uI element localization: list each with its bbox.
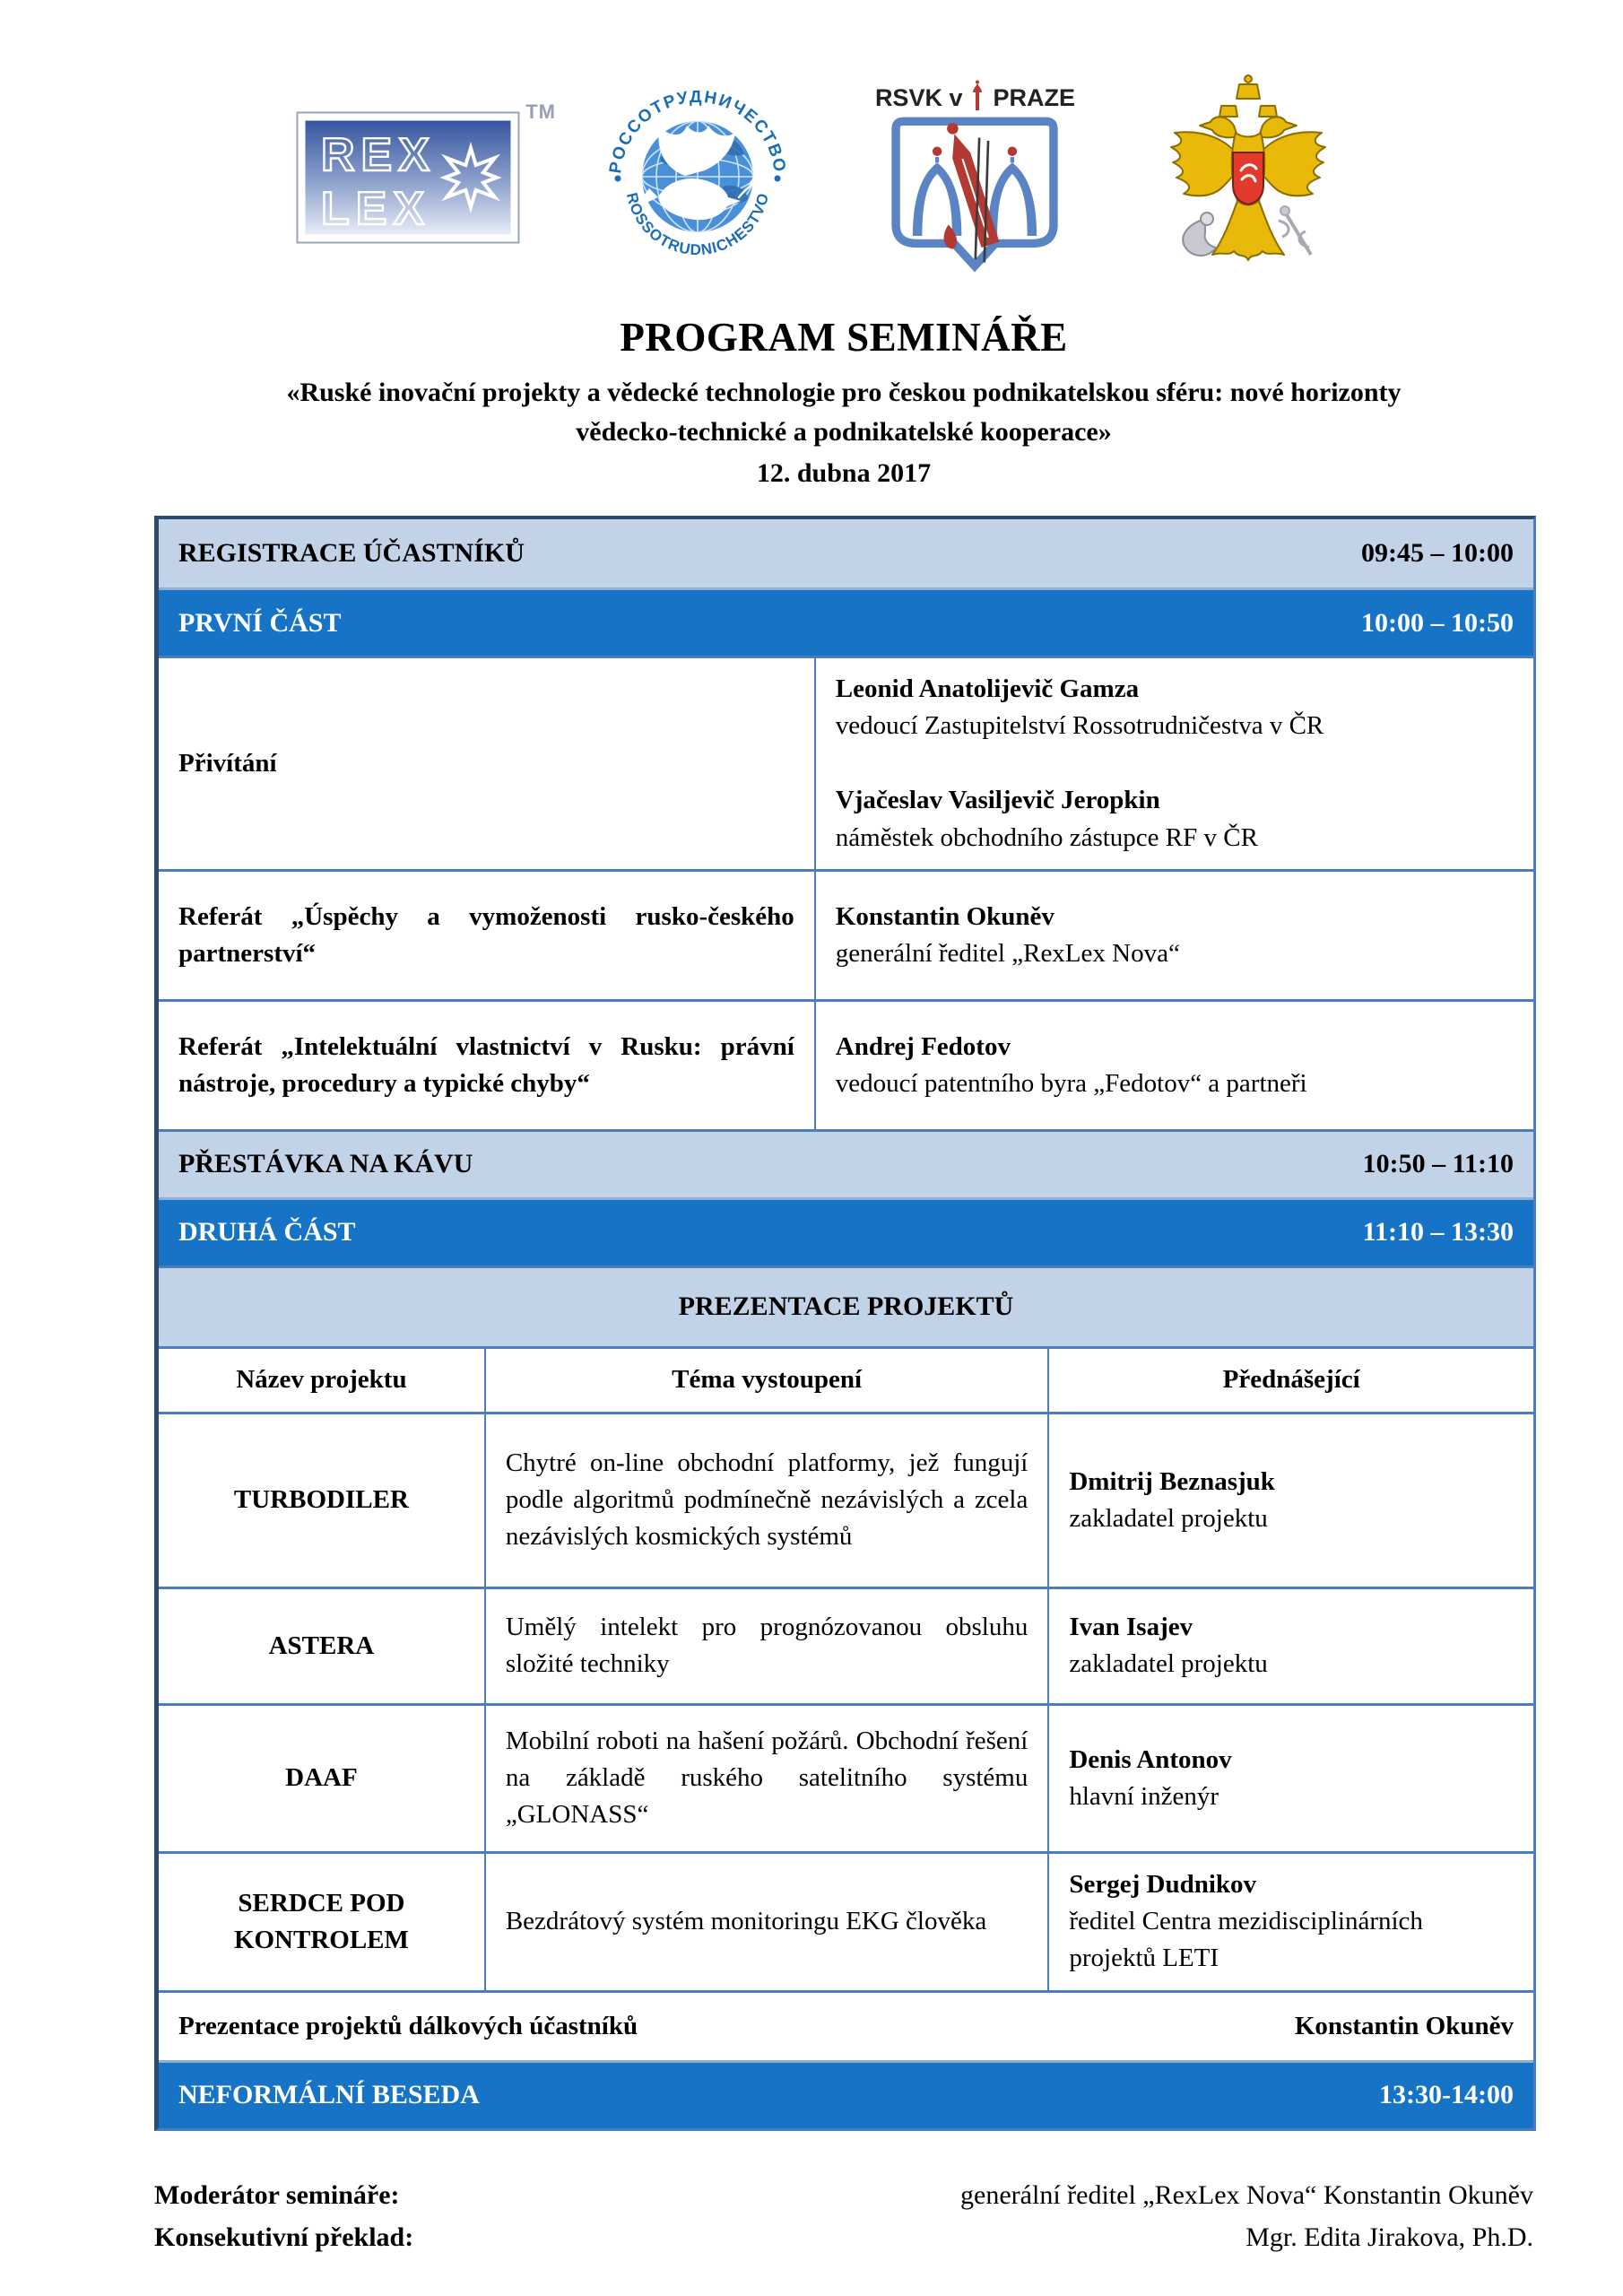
title-block [154, 314, 1533, 489]
project-speaker-cell [1049, 1854, 1533, 1990]
speaker-role: zakladatel projektu [1069, 1649, 1268, 1679]
translation-label: Konsekutivní překlad: [154, 2222, 414, 2253]
logo-row [296, 65, 1338, 291]
arc-separator-dot-right [774, 176, 780, 182]
report1-speaker-cell [816, 872, 1533, 999]
project-speaker-cell [1049, 1706, 1533, 1851]
column-header-speaker: Přednášející [1222, 1365, 1360, 1395]
speaker-name: Konstantin Okuněv [835, 901, 1055, 931]
part2-label: DRUHÁ ČÁST [178, 1217, 356, 1248]
project-row-turbodiler [159, 1412, 1533, 1587]
rossotrudnichestvo-arc-bottom-text: ROSSOTRUDNICHESTVO [622, 190, 773, 259]
speaker-role: vedoucí patentního byra „Fedotov“ a partneři [835, 1068, 1307, 1098]
report2-row [159, 999, 1533, 1129]
rsvk-logo [875, 80, 1075, 275]
translation-row [154, 2216, 1533, 2258]
part1-time: 10:00 – 10:50 [1361, 607, 1514, 638]
project-topic: Umělý intelekt pro prognózovanou obsluhu složité techniky [486, 1589, 1050, 1703]
cornucopia-icon [1183, 213, 1216, 256]
registration-row [159, 519, 1533, 587]
rossotrudnichestvo-arc-top-text: РОССОТРУДНИЧЕСТВО [606, 87, 789, 175]
project-name: ASTERA [159, 1589, 486, 1703]
report1-row [159, 869, 1533, 999]
speaker-name: Andrej Fedotov [835, 1031, 1011, 1061]
coffee-break-row [159, 1129, 1533, 1197]
document-footer [154, 2174, 1533, 2259]
project-topic: Bezdrátový systém monitoringu EKG člověka [486, 1854, 1050, 1990]
speaker-name: Leonid Anatolijevič Gamza [835, 674, 1140, 703]
speaker-name: Vjačeslav Vasiljevič Jeropkin [835, 786, 1160, 815]
moderator-value: generální ředitel „RexLex Nova“ Konstantin Okuněv [960, 2179, 1533, 2210]
page-title: PROGRAM SEMINÁŘE [620, 315, 1068, 360]
column-header-project: Název projektu [159, 1349, 486, 1412]
seminar-date: 12. dubna 2017 [756, 458, 932, 488]
russia-coat-of-arms-logo [1159, 70, 1338, 285]
part1-label: PRVNÍ ČÁST [178, 607, 342, 638]
coffee-break-time: 10:50 – 11:10 [1362, 1149, 1514, 1179]
spacer [836, 744, 1514, 782]
project-row-astera [159, 1587, 1533, 1703]
remote-presentations-label: Prezentace projektů dálkových účastníků [178, 2011, 638, 2040]
report2-title: Referát „Intelektuální vlastnictví v Rusku: právní nástroje, procedury a typické chyby“ [159, 1002, 816, 1129]
part2-row [159, 1197, 1533, 1265]
projects-header-row [159, 1346, 1533, 1412]
project-speaker-cell [1049, 1414, 1533, 1587]
moderator-row [154, 2174, 1533, 2216]
speaker-role: ředitel Centra mezidisciplinárních projektů LETI [1069, 1907, 1423, 1973]
coffee-break-label: PŘESTÁVKA NA KÁVU [178, 1149, 473, 1179]
rsvk-caption-right: PRAZE [993, 84, 1075, 111]
speaker-role: generální ředitel „RexLex Nova“ [835, 938, 1180, 968]
welcome-title: Přivítání [159, 658, 816, 869]
presentations-banner: PREZENTACE PROJEKTŮ [159, 1265, 1533, 1346]
registration-label: REGISTRACE ÚČASTNÍKŮ [178, 538, 525, 568]
project-name: TURBODILER [159, 1414, 486, 1587]
project-name: DAAF [159, 1706, 486, 1851]
part1-row [159, 587, 1533, 656]
informal-time: 13:30-14:00 [1379, 2080, 1514, 2110]
speaker-role: náměstek obchodního zástupce RF v ČR [835, 822, 1258, 852]
project-topic: Chytré on-line obchodní platformy, jež fungují podle algoritmů podmínečně nezávislých a zcela nezávislých kosmických systémů [486, 1414, 1050, 1587]
rsvk-tower-icon [970, 80, 985, 112]
remote-presentations-speaker: Konstantin Okuněv [1294, 2011, 1514, 2040]
column-header-topic: Téma vystoupení [486, 1349, 1050, 1412]
speaker-name: Sergej Dudnikov [1069, 1869, 1257, 1899]
informal-label: NEFORMÁLNÍ BESEDA [178, 2080, 480, 2110]
part2-time: 11:10 – 13:30 [1362, 1217, 1514, 1248]
welcome-speakers [816, 658, 1533, 869]
caduceus-icon [1279, 206, 1311, 255]
report1-title: Referát „Úspěchy a vymoženosti rusko-českého partnerství“ [159, 872, 816, 999]
project-speaker-cell [1049, 1589, 1533, 1703]
rexlex-logo [296, 100, 556, 244]
seminar-subtitle: «Ruské inovační projekty a vědecké technologie pro českou podnikatelskou sféru: nové horizonty vědecko-technické a podnikatelské kooperace» [286, 378, 1402, 447]
moderator-label: Moderátor semináře: [154, 2179, 400, 2210]
rexlex-tm-mark: TM [525, 100, 556, 123]
speaker-role: zakladatel projektu [1069, 1503, 1268, 1533]
rsvk-caption-left: RSVK v [874, 84, 963, 111]
report2-speaker-cell [816, 1002, 1533, 1129]
rexlex-logo-graphic [296, 111, 520, 244]
rsvk-caption [875, 80, 1075, 112]
project-name: SERDCE POD KONTROLEM [159, 1854, 486, 1990]
st-george-shield [1233, 152, 1263, 204]
project-topic: Mobilní roboti na hašení požárů. Obchodní řešení na základě ruského satelitního systému „GLONASS“ [486, 1706, 1050, 1851]
project-row-serdce-pod-kontrolem [159, 1851, 1533, 1990]
arc-separator-dot-left [614, 176, 621, 182]
rossotrudnichestvo-logo [603, 83, 792, 273]
speaker-role: vedoucí Zastupitelství Rossotrudničestva v ČR [835, 711, 1324, 741]
speaker-name: Ivan Isajev [1069, 1613, 1193, 1642]
rexlex-text-rex: REX [321, 129, 436, 181]
rexlex-text-lex: LEX [321, 183, 431, 235]
remote-presentations-row [159, 1990, 1533, 2060]
welcome-row [159, 656, 1533, 869]
informal-row [159, 2060, 1533, 2128]
program-table [154, 516, 1536, 2131]
project-row-daaf [159, 1703, 1533, 1851]
speaker-name: Dmitrij Beznasjuk [1069, 1466, 1275, 1496]
speaker-name: Denis Antonov [1069, 1744, 1232, 1774]
speaker-role: hlavní inženýr [1069, 1781, 1219, 1811]
rsvk-emblem [887, 116, 1063, 275]
registration-time: 09:45 – 10:00 [1361, 538, 1514, 568]
translation-value: Mgr. Edita Jirakova, Ph.D. [1245, 2222, 1533, 2253]
